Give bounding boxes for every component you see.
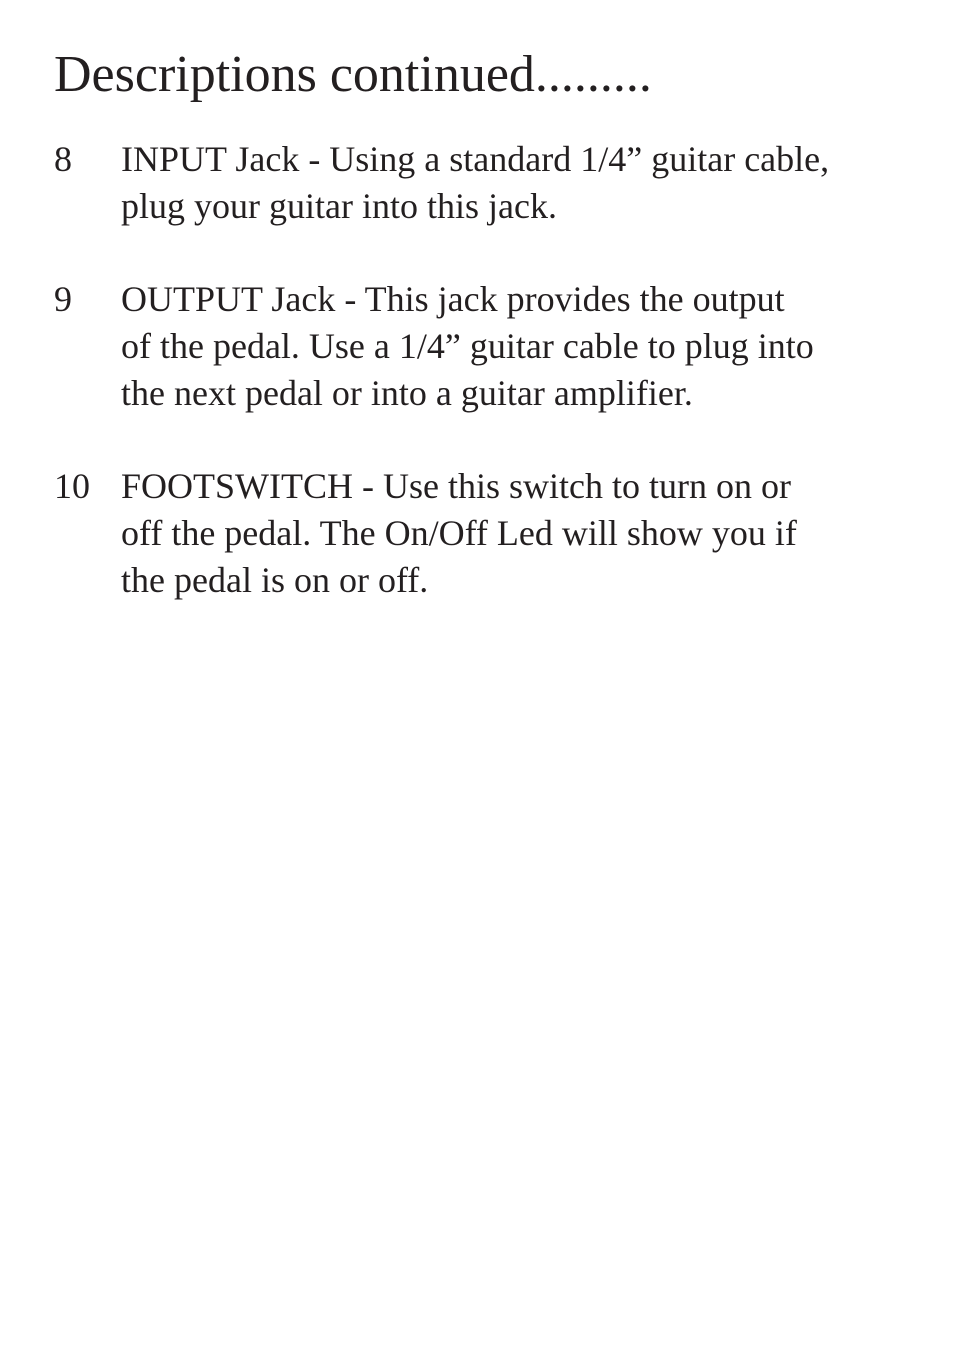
description-line: of the pedal. Use a 1/4” guitar cable to plug into [121,326,814,366]
description-line: the next pedal or into a guitar amplifier. [121,373,693,413]
description-line: FOOTSWITCH - Use this switch to turn on or [121,466,791,506]
page-title: Descriptions continued......... [54,46,652,103]
description-item-output-jack [54,276,914,417]
description-list [54,136,914,650]
description-line: INPUT Jack - Using a standard 1/4” guitar cable, [121,139,830,179]
item-number: 10 [54,466,90,506]
description-line: the pedal is on or off. [121,560,429,600]
description-item-footswitch [54,463,914,604]
description-line: plug your guitar into this jack. [121,186,557,226]
item-number: 9 [54,279,72,319]
item-number: 8 [54,139,72,179]
description-line: off the pedal. The On/Off Led will show you if [121,513,797,553]
description-line: OUTPUT Jack - This jack provides the output [121,279,785,319]
description-item-input-jack [54,136,914,230]
